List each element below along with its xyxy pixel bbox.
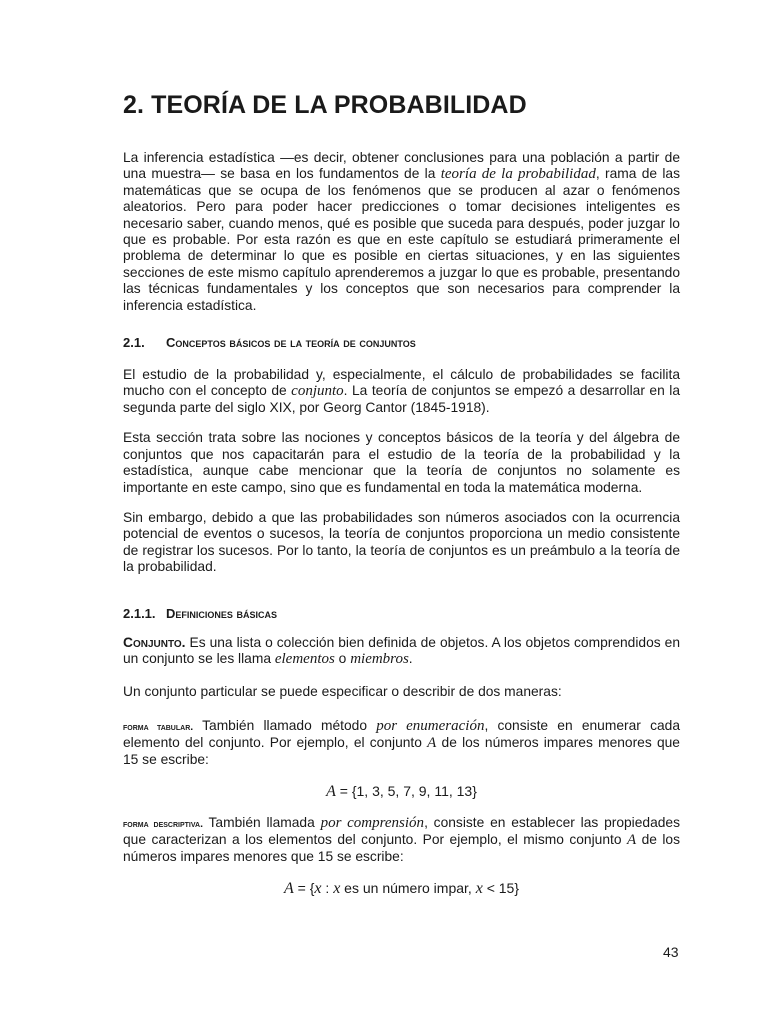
section-heading-2-1 [123, 335, 680, 350]
formula-tabular [123, 782, 680, 801]
descriptiva-text-c: , consiste en establecer las propiedades que caracterizan a los elementos del conjunto. Por ejemplo, el mismo conjunto [123, 814, 681, 848]
conjunto-definition [123, 635, 680, 668]
formula2-mid: es un número impar, [340, 880, 476, 897]
formula1-var: A [326, 782, 336, 800]
chapter-title: 2. TEORÍA DE LA PROBABILIDAD [123, 91, 527, 119]
tabular-lead: forma tabular. [123, 720, 194, 733]
formula2-x1: x [314, 880, 322, 898]
tabular-var: A [427, 735, 437, 752]
forma-descriptiva [123, 815, 680, 865]
tabular-text-e: de los números impares menores que 15 se escribe: [123, 735, 680, 767]
descriptiva-emphasis: por comprensión [320, 814, 425, 831]
intro-emphasis: teoría de la probabilidad [440, 166, 596, 183]
formula2-var: A [283, 880, 294, 898]
paragraph-2: Esta sección trata sobre las nociones y conceptos básicos de la teoría y del álgebra de conjuntos que nos capacitarán para el estudio de la teoría de la probabilidad y la estadística, aunque cabe mencionar que la teoría de conjuntos no solamente es importante en este campo, sino que es fundamental en toda la matemática moderna. [123, 430, 680, 495]
conjunto-text-a: Es una lista o colección bien definida de objetos. A los objetos comprendidos en un conjunto se les llama [123, 634, 680, 666]
paragraph-4: Un conjunto particular se puede especificar o describir de dos maneras: [123, 684, 562, 700]
formula2-end: < 15} [482, 880, 520, 897]
descriptiva-text-e: de los números impares menores que 15 se escribe: [123, 832, 681, 864]
formula-descriptiva [123, 879, 680, 898]
formula2-x2: x [333, 880, 341, 898]
intro-text-a: La inferencia estadística —es decir, obtener conclusiones para una población a partir de una muestra— se basa en los fundamentos de la [123, 150, 680, 182]
page-number: 43 [663, 944, 679, 960]
conjunto-miembros: miembros [350, 650, 409, 667]
p1-text-a: El estudio de la probabilidad y, especialmente, el cálculo de probabilidades se facilita mucho con el concepto de [123, 367, 680, 399]
formula2-x3: x [475, 880, 483, 898]
subsection-number: 2.1.1. [123, 605, 156, 621]
formula2-colon: : [321, 880, 334, 897]
paragraph-3: Sin embargo, debido a que las probabilidades son números asociados con la ocurrencia potencial de eventos o sucesos, la teoría de conjuntos proporciona un medio consistente de registrar los sucesos. Por lo tanto, la teoría de conjuntos es un preámbulo a la teoría de la probabilidad. [123, 509, 680, 575]
document-page [123, 88, 680, 898]
descriptiva-lead: forma descriptiva. [123, 817, 203, 830]
p1-text-c: . La teoría de conjuntos se empezó a desarrollar en la segunda parte del siglo XIX, por Georg Cantor (1845-1918). [123, 383, 680, 415]
intro-paragraph [123, 150, 680, 314]
section-title: Conceptos básicos de la teoría de conjuntos [166, 335, 416, 351]
section-heading-2-1-1 [123, 606, 680, 621]
formula2-eq: = { [293, 880, 315, 897]
descriptiva-text-a: También llamada [203, 814, 321, 830]
section-number: 2.1. [123, 335, 145, 351]
p1-emphasis: conjunto [291, 383, 344, 400]
conjunto-lead: Conjunto. [123, 634, 186, 650]
descriptiva-var: A [626, 832, 637, 849]
subsection-title: Definiciones básicas [166, 605, 278, 621]
intro-text-c: , rama de las matemáticas que se ocupa de los fenómenos que se producen al azar o fenómenos aleatorios. Pero para poder hacer predicciones o tomar decisiones inteligentes es necesario saber, cuando menos, qué es posible que suceda para después, poder juzgar lo que es probable. Por esta razón es que en este capítulo se estudiará primeramente el problema de determinar lo que es posible en ciertas situaciones, y en las siguientes secciones de este mismo capítulo aprenderemos a juzgar lo que es probable, presentando las técnicas fundamentales y los conceptos que son necesarios para comprender la inferencia estadística. [123, 166, 681, 313]
tabular-text-c: , consiste en enumerar cada elemento del conjunto. Por ejemplo, el conjunto [123, 717, 680, 751]
formula1-rest: = {1, 3, 5, 7, 9, 11, 13} [335, 782, 477, 799]
conjunto-text-c: o [334, 650, 351, 666]
conjunto-elementos: elementos [274, 650, 335, 667]
paragraph-1 [123, 367, 680, 416]
conjunto-text-e: . [408, 650, 413, 666]
forma-tabular [123, 718, 680, 768]
tabular-emphasis: por enumeración [376, 717, 485, 734]
tabular-text-a: También llamado método [193, 717, 377, 733]
